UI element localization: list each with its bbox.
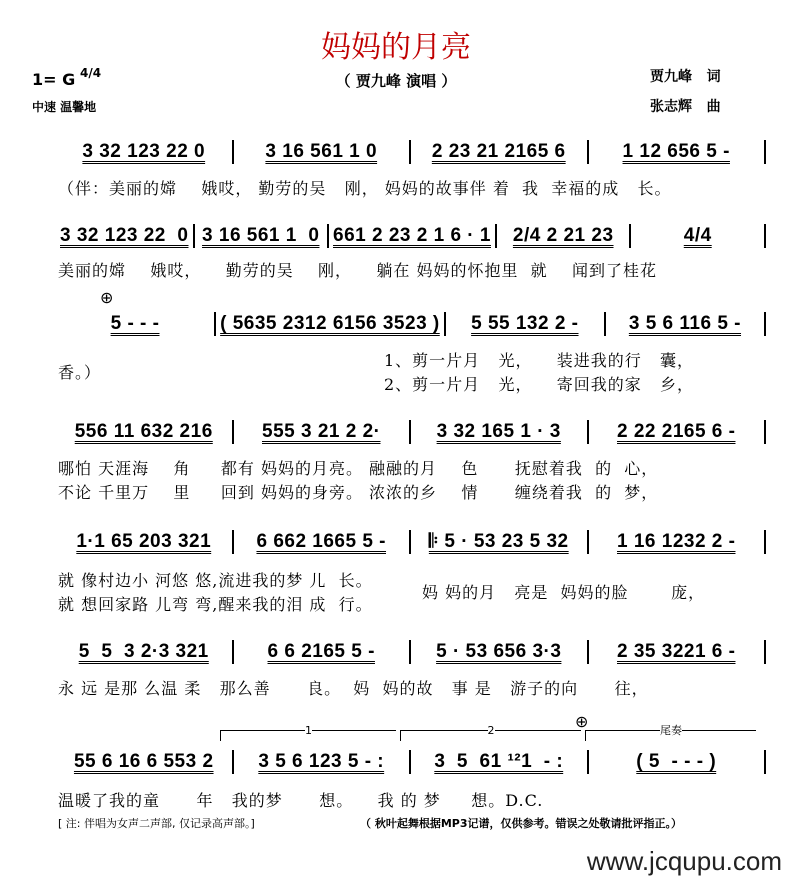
bar-line <box>604 312 606 336</box>
measure: 55 6 16 6 553 2 <box>73 751 214 772</box>
lyric-line: 就 想回家路 儿弯 弯,醒来我的泪 成 行。 <box>58 595 373 614</box>
volta-bracket-volta1 <box>220 724 396 741</box>
measure: 556 11 632 216 <box>74 421 213 442</box>
bar-line <box>232 640 234 664</box>
bar-line <box>409 140 411 164</box>
measure: 5 · 53 656 3·3 <box>436 641 562 662</box>
composer: 张志辉 曲 <box>650 99 721 115</box>
bar-line <box>495 224 497 248</box>
measure: 555 3 21 2 2· <box>262 421 381 442</box>
measure: 𝄆 5 · 53 23 5 32 <box>428 531 569 552</box>
lyric-lead: 香。） <box>58 363 102 382</box>
notation-row <box>60 224 770 248</box>
measure: 5 55 132 2 - <box>471 313 579 334</box>
singer-credit: （ 贾九峰 演唱 ） <box>335 72 457 90</box>
bar-line <box>587 420 589 444</box>
transcriber-note: （ 秋叶起舞根据MP3记谱，仅供参考。错误之处敬请批评指正。） <box>360 817 682 830</box>
watermark: www.jcqupu.com <box>586 846 782 876</box>
bar-line <box>409 750 411 774</box>
measure: ( 5 - - - ) <box>636 751 717 772</box>
measure: 3 5 6 123 5 - : <box>258 751 385 772</box>
lyric-line: 美丽的嫦 娥哎， 勤劳的吴 刚， 躺在 妈妈的怀抱里 就 闻到了桂花 <box>58 261 657 280</box>
bar-line <box>587 140 589 164</box>
measure: 3 32 123 22 0 <box>82 141 206 162</box>
bar-line <box>409 420 411 444</box>
bar-line <box>764 750 766 774</box>
lyric-line: 2、剪一片月 光， 寄回我的家 乡， <box>384 375 695 394</box>
measure: 2 22 2165 6 - <box>617 421 736 442</box>
notation-row <box>60 420 770 444</box>
measure: 1·1 65 203 321 <box>76 531 212 552</box>
bar-line <box>764 530 766 554</box>
volta-bracket-volta2 <box>400 724 581 741</box>
lyric-line: 哪怕 天涯海 角 都有 妈妈的月亮。 融融的月 色 抚慰着我 的 心， <box>58 459 659 478</box>
bar-line <box>587 750 589 774</box>
measure: 661 2 23 2 1 6 · 1 <box>333 225 491 246</box>
measure: ( 5635 2312 6156 3523 ) <box>220 313 440 334</box>
notation-row <box>60 530 770 554</box>
volta-bracket-outro <box>585 724 756 741</box>
bar-line <box>587 530 589 554</box>
bar-line <box>232 140 234 164</box>
bar-line <box>764 140 766 164</box>
lyric-line: 永 远 是那 么温 柔 那么善 良。 妈 妈的故 事 是 游子的向 往， <box>58 679 649 698</box>
bar-line <box>214 312 216 336</box>
notation-row <box>60 140 770 164</box>
bar-line <box>587 640 589 664</box>
measure: 3 5 61 ¹²1 - : <box>434 751 564 772</box>
lyric-line: 就 像村边小 河悠 悠,流进我的梦 儿 长。 <box>58 571 373 590</box>
tempo-marking: 中速 温馨地 <box>32 100 97 114</box>
volta-label: 尾奏 <box>660 724 682 737</box>
measure: 1 12 656 5 - <box>622 141 730 162</box>
measure: 2 23 21 2165 6 <box>431 141 566 162</box>
measure: 3 5 6 116 5 - <box>628 313 742 334</box>
bar-line <box>764 224 766 248</box>
lyricist: 贾九峰 词 <box>650 69 721 85</box>
bar-line <box>193 224 195 248</box>
measure: 1 16 1232 2 - <box>617 531 736 552</box>
measure: 3 32 123 22 0 <box>60 225 189 246</box>
notation-row <box>60 312 770 336</box>
key-signature: 1= G <box>32 70 76 89</box>
measure: 3 16 561 1 0 <box>265 141 378 162</box>
bar-line <box>232 750 234 774</box>
bar-line <box>409 640 411 664</box>
measure: 2 35 3221 6 - <box>617 641 736 662</box>
measure: 2/4 2 21 23 <box>512 225 614 246</box>
bar-line <box>444 312 446 336</box>
annotation-note: [ 注: 伴唱为女声二声部, 仅记录高声部。] <box>58 817 255 830</box>
coda-sign-icon: ⊕ <box>575 712 589 731</box>
notation-row <box>60 750 770 774</box>
lyric-line: 不论 千里万 里 回到 妈妈的身旁。 浓浓的乡 情 缠绕着我 的 梦， <box>58 483 659 502</box>
measure: 6 662 1665 5 - <box>256 531 387 552</box>
measure: 3 16 561 1 0 <box>202 225 320 246</box>
measure: 4/4 <box>683 225 712 246</box>
measure: 5 5 3 2·3 321 <box>78 641 209 662</box>
lyric-line: 温暖了我的童 年 我的梦 想。 我 的 梦 想。D.C. <box>58 791 544 810</box>
measure: 5 - - - <box>110 313 160 334</box>
measure: 3 32 165 1 · 3 <box>436 421 561 442</box>
bar-line <box>764 640 766 664</box>
bar-line <box>327 224 329 248</box>
lyric-line: 1、剪一片月 光， 装进我的行 囊， <box>384 351 695 370</box>
lyric-line: （伴：美丽的嫦 娥哎， 勤劳的吴 刚， 妈妈的故事伴 着 我 幸福的成 长。 <box>58 179 672 198</box>
bar-line <box>232 420 234 444</box>
bar-line <box>764 312 766 336</box>
measure: 6 6 2165 5 - <box>267 641 375 662</box>
coda-sign-icon: ⊕ <box>100 288 114 307</box>
bar-line <box>629 224 631 248</box>
volta-label: 2 <box>487 724 495 737</box>
volta-label: 1 <box>305 724 312 737</box>
song-title: 妈妈的月亮 <box>321 30 471 65</box>
bar-line <box>409 530 411 554</box>
time-signature: 4/4 <box>80 66 102 80</box>
bar-line <box>232 530 234 554</box>
refrain-lyric: 妈 妈的月 亮是 妈妈的脸 庞， <box>422 583 706 602</box>
notation-row <box>60 640 770 664</box>
bar-line <box>764 420 766 444</box>
